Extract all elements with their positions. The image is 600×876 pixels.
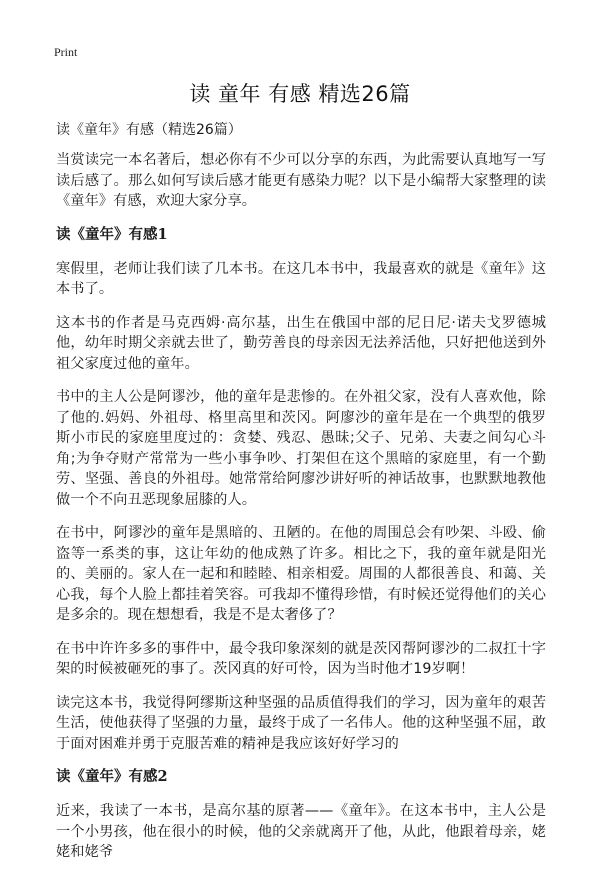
section-heading-1: 读《童年》有感1	[56, 225, 168, 243]
paragraph: 寒假里，老师让我们读了几本书。在这几本书中，我最喜欢的就是《童年》这本书了。	[56, 260, 546, 297]
paragraph: 在书中许许多多的事件中，最令我印象深刻的就是茨冈帮阿谬沙的二叔扛十字架的时候被砸死的事了。茨冈真的好可怜，因为当时他才19岁啊！	[56, 640, 546, 677]
paragraph: 近来，我读了一本书，是高尔基的原著——《童年》。在这本书中，主人公是一个小男孩，他在很小的时候，他的父亲就离开了他，从此，他跟着母亲，姥姥和姥爷	[56, 803, 546, 860]
paragraph: 在书中，阿谬沙的童年是黑暗的、丑陋的。在他的周围总会有吵架、斗殴、偷盗等一系类的事，这让年幼的他成熟了许多。相比之下，我的童年就是阳光的、美丽的。家人在一起和和睦睦、相亲相爱。周围的人都很善良、和蔼、关心我，每个人脸上都挂着笑容。可我却不懂得珍惜，有时候还觉得他们的关心是多余的。现在想想看，我是不是太奢侈了？	[56, 525, 546, 623]
page-title: 读 童年 有感 精选26篇	[189, 82, 411, 106]
section-heading-2: 读《童年》有感2	[56, 768, 168, 785]
paragraph: 书中的主人公是阿谬沙，他的童年是悲惨的。在外祖父家，没有人喜欢他，除了他的.妈妈、外祖母、格里高里和茨冈。阿廖沙的童年是在一个典型的俄罗斯小市民的家庭里度过的：贪婪、残忍、愚昧;父子、兄弟、夫妻之间勾心斗角;为争夺财产常常为一些小事争吵、打架但在这个黑暗的家庭里，有一个勤劳、坚强、善良的外祖母。她常常给阿廖沙讲好听的神话故事，也默默地教他做一个不向丑恶现象屈膝的人。	[56, 389, 546, 508]
print-link[interactable]: Print	[54, 45, 78, 59]
document-subtitle: 读《童年》有感（精选26篇）	[56, 122, 242, 138]
paragraph: 读完这本书，我觉得阿缪斯这种坚强的品质值得我们的学习，因为童年的艰苦生活，使他获得了坚强的力量，最终于成了一名伟人。他的这种坚强不屈，敢于面对困难并勇于克服苦难的精神是我应该好好学习的	[56, 694, 546, 752]
intro-paragraph: 当赏读完一本名著后，想必你有不少可以分享的东西，为此需要认真地写一写读后感了。那么如何写读后感才能更有感染力呢？以下是小编帮大家整理的读《童年》有感，欢迎大家分享。	[56, 152, 546, 209]
paragraph: 这本书的作者是马克西姆·高尔基，出生在俄国中部的尼日尼·诺夫戈罗德城他，幼年时期父亲就去世了，勤劳善良的母亲因无法养活他，只好把他送到外祖父家度过他的童年。	[56, 314, 546, 372]
document-body	[56, 120, 546, 876]
